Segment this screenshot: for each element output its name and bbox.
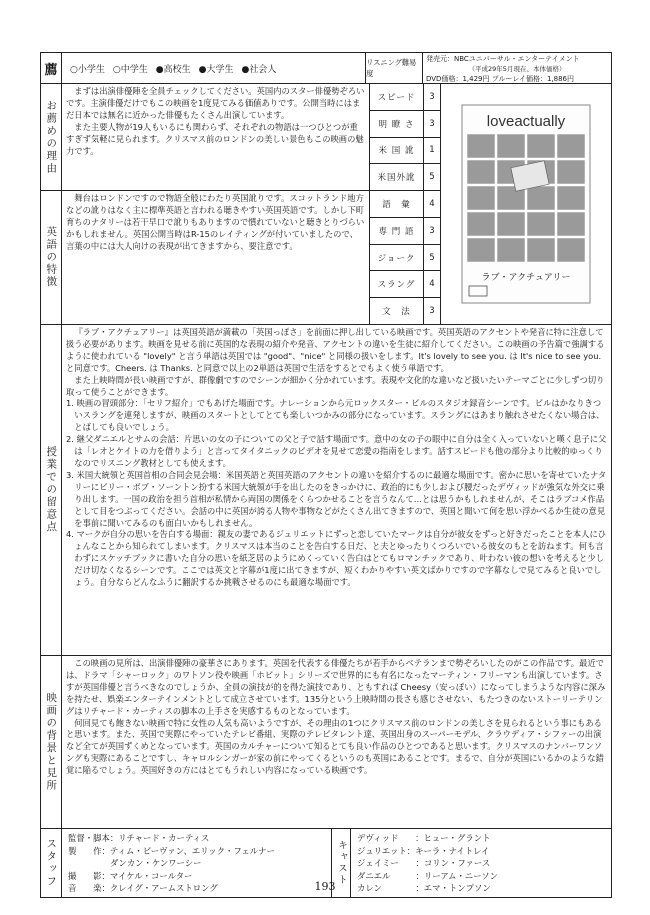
rating-row: 明 瞭 さ 3 xyxy=(370,111,440,138)
staff-label: スタッフ xyxy=(41,829,62,897)
recommend-label: お薦めの理由 xyxy=(41,84,62,190)
background-text: この映画の見所は、出演俳優陣の豪華さにあります。英国を代表する俳優たちが若手からベテランまで勢ぞろいしたのがこの作品です。最近では、ドラマ「シャーロック」のワトソン役や映画「ホビット」シリーズで世界的にも有名になったマーティン・フリーマンも出演しています。さすが英国俳優と言うべきなのでしょうか、全員の演技が的を得た演技であり、ともすれば Cheesy（安っぽい）になってしまうような内容に深みを持たせ、娯楽エンターテインメントとして成立させています。135分という上映時間の長さも感じさせない、もたつきのないストーリーテリングはリチャード・カーティスの脚本の上手さを実感するものとなっています。 xyxy=(66,658,606,716)
publisher-info xyxy=(423,53,611,83)
features-label: 英語の特徴 xyxy=(41,191,62,324)
cover-subtitle: ラブ・アクチュアリー xyxy=(481,273,571,283)
level-list xyxy=(62,53,366,83)
recommend-text: また主要人物が19人もいるにも関わらず、それぞれの物語は一つひとつが重すぎず気軽に見られます。クリスマス前のロンドンの美しい景色もこの映画の魅力です。 xyxy=(66,121,364,156)
header-row xyxy=(41,53,611,84)
features-text: 舞台はロンドンですので物語全般にわたり英国訛りです。スコットランド地方などの訛りはなく主に標準英語と言われる聴きやすい英国英語です。しかし下町育ちのナタリーは若干早口で訛りもありますので慣れていないと聴きとりづらいかもしれません。英国公開当時はR-15のレイティングが付いていましたので、言葉の中には大人向けの表現が出てきますから、要注意です。 xyxy=(66,193,365,251)
background-text: 何回見ても飽きない映画で特に女性の人気も高いようですが、その理由の1つにクリスマス前のロンドンの美しさを見られるという事にもあると思います。また、英国で実際にやっていたテレビ番組、実際のテレビタレント達、英国出身のスーパーモデル、クラウディア・シファーの出演など全てが英国ずくめとなっています。英国のカルチャーについて知るとても良い作品のひとつであると思います。クリスマスのナンバーワンソングも実際にあることですし、キャロルシンガーが家の前にやってくるというのも英国にあることです。まるで、自分が英国にいるかのような錯覚に陥るでしょう。英国好きの方にはとてもうれしい内容になっている映画です。 xyxy=(66,717,604,776)
features-section xyxy=(41,191,369,324)
level-item: ●高校生 xyxy=(155,64,191,75)
teaching-label: 授業での留意点 xyxy=(41,325,62,655)
dvd-cover xyxy=(440,84,611,324)
cast-line: ダニエル ：リーアム・ニーソン xyxy=(357,870,499,881)
teaching-item: 1. 映画の冒頭部分：「セリフ紹介」でもあげた場面です。ナレーションから元ロックスター・ビルのスタジオ録音シーンです。ビルはかなりきついスラングを連発しますが、映画のスタートとしてとても楽しいつかみの部分になっています。スラングにはあまり触れさせたくない場合は、とばしても良いでしょう。 xyxy=(66,398,605,433)
rating-row: 文 法 3 xyxy=(370,298,440,324)
rating-row: 米 国 訛 1 xyxy=(370,138,440,165)
publisher: 発売元：NBCユニバーサル・エンターテイメント xyxy=(426,55,580,63)
price: DVD価格：1,429円 ブルーレイ価格：1,886円 xyxy=(426,75,574,83)
ratings-table xyxy=(369,84,440,324)
rating-row: 米国外訛 5 xyxy=(370,164,440,191)
top-block xyxy=(41,84,611,325)
staff-line: ダンカン・ケンワーシー xyxy=(68,858,202,868)
dvd-cover-image xyxy=(461,104,591,304)
level-item: ○小学生 xyxy=(70,64,105,75)
teaching-intro: また上映時間が長い映画ですが、群像劇ですのでシーンが細かく分かれています。表現や文化的な違いなど扱いたいテーマごとに少しずつ切り取って使うことができます。 xyxy=(66,374,605,397)
teaching-item: 2. 継父ダニエルとサムの会話：片思いの女の子についての父と子で話す場面です。意中の女の子の眼中に自分は全く入っていないと嘆く息子に父は「レオとケイトの力を借りよう」と言ってタイタニックのビデオを見せて恋愛の指南をします。話すスピードも他の部分より比較的ゆっくりなのでリスニング教材としても使えます。 xyxy=(66,434,607,468)
cast-line: ジェイミー ：コリン・ファース xyxy=(357,858,491,868)
staff-line: 音 楽：クレイグ・アームストロング xyxy=(68,883,218,893)
staff-line: 撮 影：マイケル・コールター xyxy=(68,870,193,881)
background-label: 映画の背景と見所 xyxy=(41,656,62,828)
rating-row: ジョーク 5 xyxy=(370,245,440,272)
background-section xyxy=(41,656,611,829)
staff-line: 製 作：ティム・ビーヴァン、エリック・フェルナー xyxy=(68,845,275,856)
cast-line: ジュリエット：キーラ・ナイトレイ xyxy=(357,845,490,856)
page-number: 193 xyxy=(314,880,336,893)
film-sheet xyxy=(40,52,612,898)
cast-line: デヴィッド ：ヒュー・グラント xyxy=(357,833,491,843)
teaching-section xyxy=(41,325,611,656)
cast-line: カレン ：エマ・トンプソン xyxy=(357,883,491,893)
level-item: ●大学生 xyxy=(198,64,234,75)
level-item: ○中学生 xyxy=(112,64,148,75)
teaching-intro: 『ラブ・アクチュアリー』は英国英語が満載の「英国っぽさ」を前面に押し出している映画です。英国英語のアクセントや発音に特に注意して扱う必要があります。映画を見せる前に英国的な表現の紹介や発音、アクセントの違いを生徒に紹介してください。この映画の予告篇で強調するように使われている "lovely" と言う単語は英国では "good"、"nice" と同様の扱いをします。It's lovely to see you. は It's nice to see you. と同意です。Cheers. は Thanks. と同意で以上の2単語は英国で生活をするとでもよく使う単語です。 xyxy=(66,327,605,373)
cast-label: キャスト xyxy=(331,829,351,897)
difficulty-label: リスニング難易度 xyxy=(366,53,423,83)
staff-line: 監督・脚本：リチャード・カーティス xyxy=(68,833,210,843)
recommend-kanji: 薦 xyxy=(41,53,62,83)
level-item: ●社会人 xyxy=(241,64,277,75)
rating-row: スラング 4 xyxy=(370,271,440,298)
teaching-item: 4. マークが自分の思いを告白する場面：親友の妻であるジュリエットにずっと恋していたマークは自分が彼女をずっと好きだったことを本人にひょんなことから知られてしまいます。クリスマスは本当のことを告白する日だ、と夫とゆったりくつろいでいる彼女のもとを訪ねます。何も言わずにスケッチブックに書いた自分の思いを紙芝居のようにめくっていく告白はとてもロマンチックであり、叶わない彼の想いを考えると少しだけ切なくなるシーンです。ここでは英文と字幕が1度に出てきますが、短くわかりやすい英文ばかりですので字幕なしで見てみると良いでしょう。自分ならどんなふうに翻訳するか挑戦させるのにも最適な場面です。 xyxy=(66,529,607,588)
rating-row: 語 彙 4 xyxy=(370,191,440,218)
rating-row: スピード 3 xyxy=(370,84,440,111)
cover-title: loveactually xyxy=(486,113,566,130)
teaching-item: 3. 米国大統領と英国首相の合同会見会場：米国英語と英国英語のアクセントの違いを紹介するのに最適な場面です。密かに思いを寄せていたナタリーにビリー・ボブ・ソーントン扮する米国大統領が手を出したのをきっかけに、政治的にも少しおよび腰だったデヴィッドが強気な外交に乗り出します。一国の政治を担う首相が私情から両国の関係をくらつかせることを言うなんて…とは思うかもしれませんが、そこはラブコメ作品として目をつぶってください。会話の中に英国が誇る人物や事物などがたくさん出てきますので、英国と聞いて何を思い浮かべるか生徒の意見を事前に聞いてみるのも面白いかもしれません。 xyxy=(66,469,607,528)
publisher-note: （平成29年5月現在、本体価格） xyxy=(468,65,566,73)
rating-row: 専 門 語 3 xyxy=(370,218,440,245)
recommend-text: まずは出演俳優陣を全員チェックしてください。英国内のスター俳優勢ぞろいです。主演俳優だけでもこの映画を1度見てみる価値ありです。公開当時にはまだ日本では無名に近かった俳優もたくさん出演しています。 xyxy=(66,86,365,120)
recommend-section xyxy=(41,84,369,191)
